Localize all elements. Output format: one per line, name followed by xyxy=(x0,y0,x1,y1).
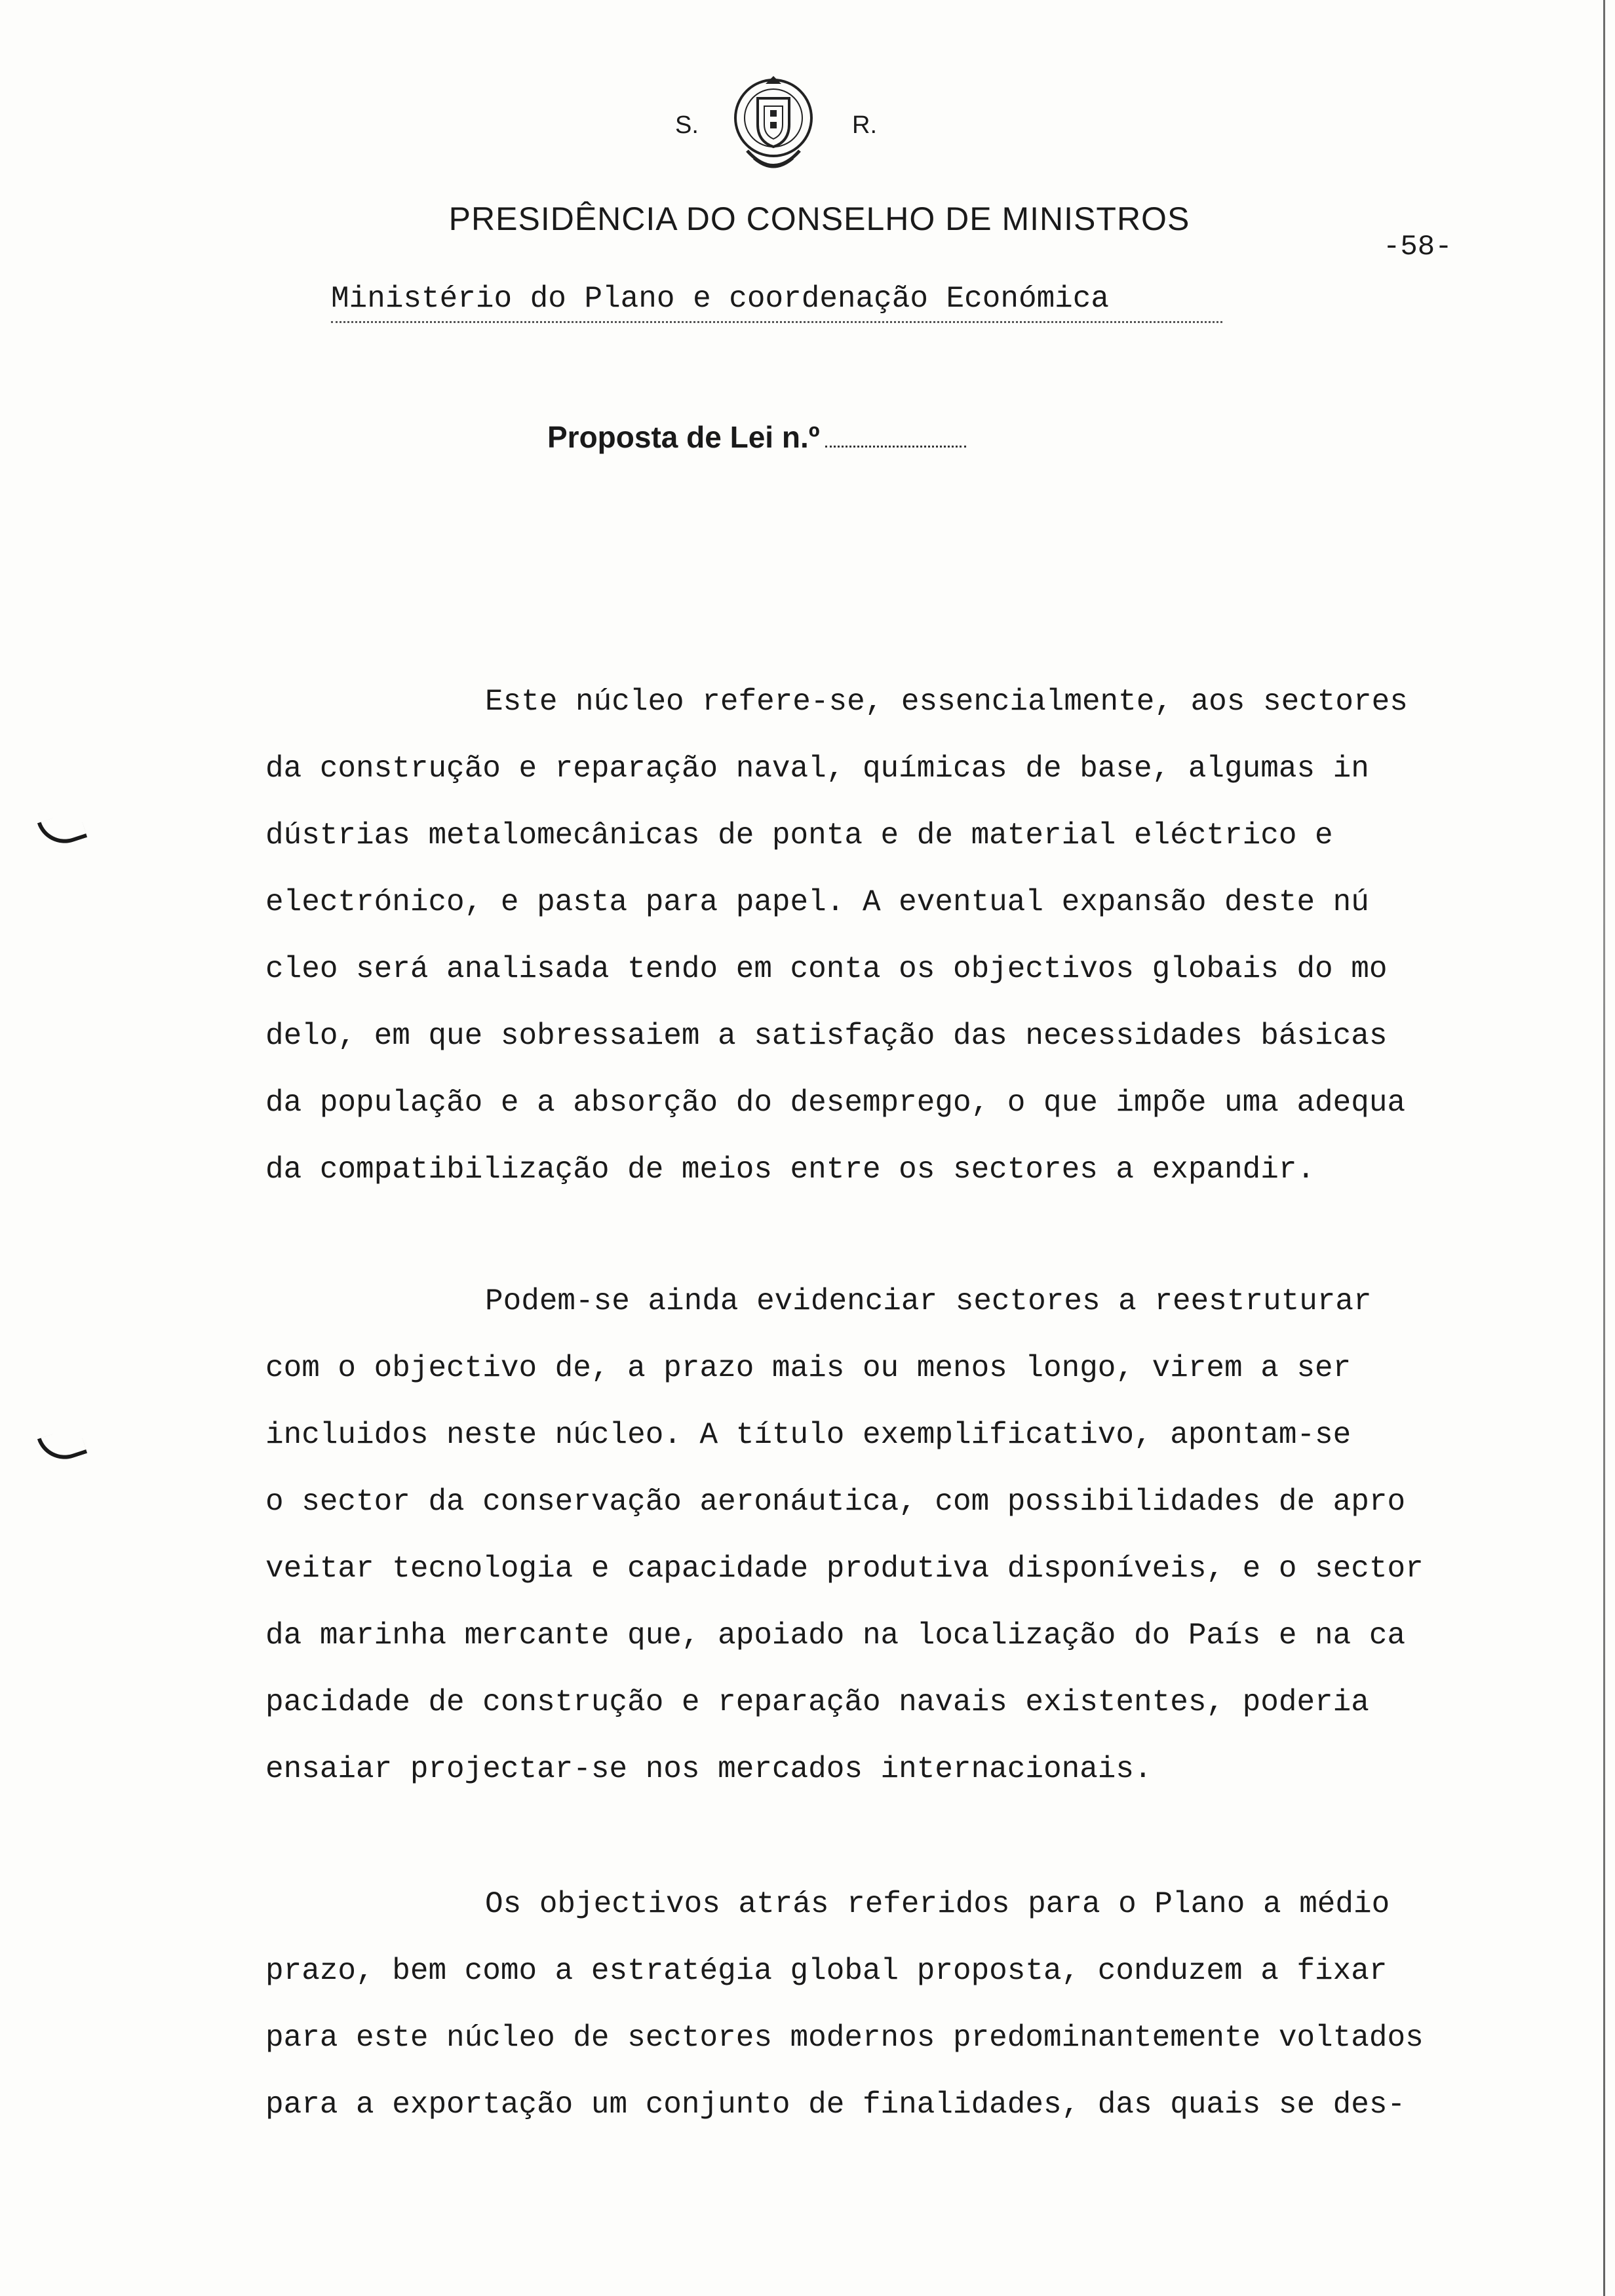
text-line: da marinha mercante que, apoiado na localização do País e na ca xyxy=(265,1618,1406,1653)
text-line: cleo será analisada tendo em conta os objectivos globais do mo xyxy=(265,952,1388,986)
text-line: ensaiar projectar-se nos mercados internacionais. xyxy=(265,1752,1152,1786)
ministry-heading: PRESIDÊNCIA DO CONSELHO DE MINISTROS xyxy=(448,201,1190,237)
text-line: delo, em que sobressaiem a satisfação das necessidades básicas xyxy=(265,1019,1388,1053)
text-line: para este núcleo de sectores modernos predominantemente voltados xyxy=(265,2021,1424,2055)
coat-of-arms-icon xyxy=(728,72,819,183)
text-line: da população e a absorção do desemprego, o que impõe uma adequa xyxy=(265,1086,1406,1120)
text-line: pacidade de construção e reparação navais existentes, poderia xyxy=(265,1685,1369,1719)
binder-hole-mark xyxy=(37,810,87,851)
text-line: Este núcleo refere-se, essencialmente, aos sectores xyxy=(485,685,1408,719)
text-line: o sector da conservação aeronáutica, com possibilidades de apro xyxy=(265,1485,1406,1519)
page-edge-line xyxy=(1603,0,1605,2296)
text-line: com o objectivo de, a prazo mais ou menos longo, virem a ser xyxy=(265,1351,1352,1385)
seal-letter-right: R. xyxy=(852,111,877,139)
seal-letter-left: S. xyxy=(675,111,699,139)
text-line: Os objectivos atrás referidos para o Plano a médio xyxy=(485,1887,1390,1921)
text-line: da compatibilização de meios entre os sectores a expandir. xyxy=(265,1153,1315,1187)
text-line: da construção e reparação naval, químicas de base, algumas in xyxy=(265,752,1369,786)
proposal-line xyxy=(547,419,966,455)
body-paragraph-2 xyxy=(265,1268,1550,1803)
text-line: dústrias metalomecânicas de ponta e de material eléctrico e xyxy=(265,818,1333,852)
body-paragraph-3 xyxy=(265,1871,1550,2138)
state-seal xyxy=(655,72,891,190)
page-number: -58- xyxy=(1383,231,1452,263)
proposal-label: Proposta de Lei n.º xyxy=(547,420,820,454)
body-paragraph-1 xyxy=(265,668,1550,1203)
text-line: para a exportação um conjunto de finalidades, das quais se des- xyxy=(265,2088,1406,2122)
text-line: electrónico, e pasta para papel. A eventual expansão deste nú xyxy=(265,885,1369,919)
text-line: prazo, bem como a estratégia global proposta, conduzem a fixar xyxy=(265,1954,1388,1988)
binder-hole-mark xyxy=(37,1426,87,1466)
proposal-number-blank xyxy=(825,442,966,448)
text-line: veitar tecnologia e capacidade produtiva disponíveis, e o sector xyxy=(265,1552,1424,1586)
department-line: Ministério do Plano e coordenação Económica xyxy=(331,282,1222,323)
text-line: Podem-se ainda evidenciar sectores a reestruturar xyxy=(485,1284,1372,1318)
text-line: incluidos neste núcleo. A título exemplificativo, apontam-se xyxy=(265,1418,1352,1452)
